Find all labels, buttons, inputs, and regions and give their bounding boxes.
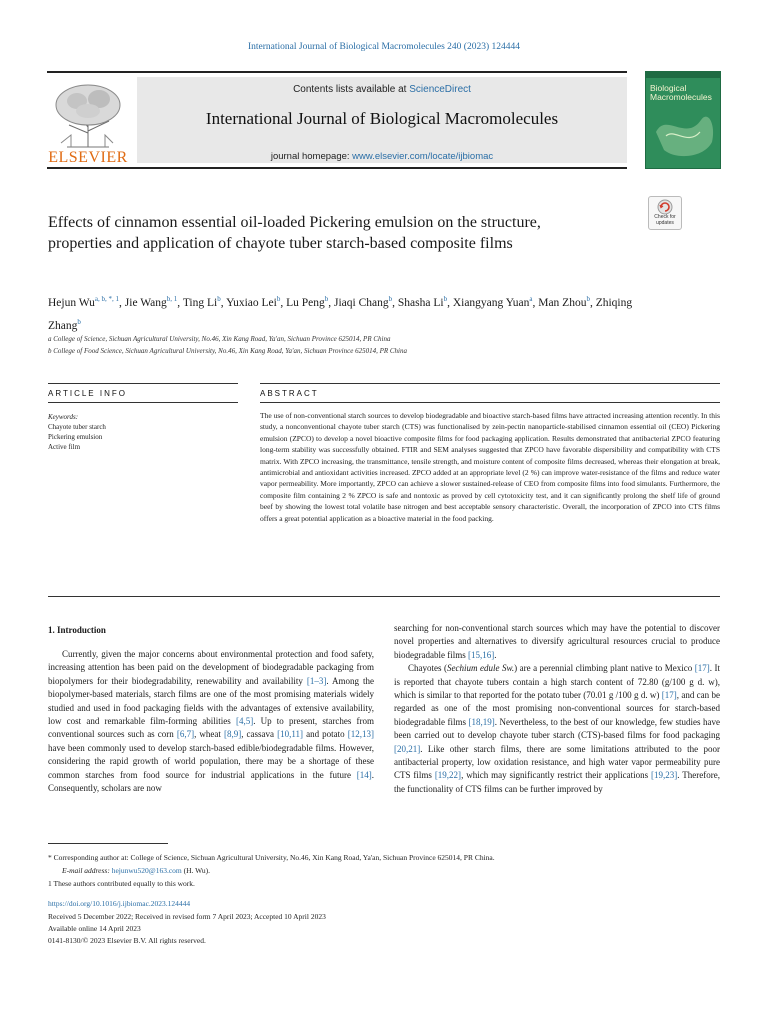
cover-artwork — [646, 72, 721, 169]
author-separator: , — [177, 296, 183, 309]
check-updates-line-1: Check for — [654, 214, 676, 220]
paragraph-text: . Nevertheless, to the best of our knowledge, few studies have been carried out to develop chayote tuber starch (CTS)-based films for food packaging — [394, 716, 720, 741]
author-name[interactable]: Jiaqi Chang — [334, 296, 389, 309]
doi-link[interactable]: https://doi.org/10.1016/j.ijbiomac.2023.124444 — [48, 899, 191, 908]
keyword-item: Chayote tuber starch — [48, 423, 106, 431]
email-link[interactable]: hejunwu520@163.com — [111, 866, 182, 875]
intro-paragraph — [394, 662, 720, 796]
citation-link[interactable]: [19,22] — [434, 770, 462, 781]
affiliation-a: a College of Science, Sichuan Agricultural University, No.46, Xin Kang Road, Ya'an, Sichuan Province 625014, PR China — [48, 335, 391, 343]
keywords-label: Keywords: — [48, 413, 79, 421]
corresponding-author-note: * Corresponding author at: College of Science, Sichuan Agricultural University, No.46, Xin Kang Road, Ya'an, Sichuan Province 625014, PR China. — [48, 853, 495, 862]
paragraph-text: . Therefore, the functionality of CTS films can be further improved by — [394, 770, 721, 794]
running-head[interactable]: International Journal of Biological Macromolecules 240 (2023) 124444 — [247, 42, 520, 52]
intro-column-left — [48, 648, 374, 795]
author-affiliation-marker[interactable]: b — [217, 295, 221, 303]
abstract-end-rule — [48, 596, 720, 597]
citation-link[interactable]: [17] — [661, 690, 677, 701]
keyword-item: Active film — [48, 443, 81, 451]
introduction-heading: 1. Introduction — [48, 625, 106, 635]
author-separator: , — [220, 296, 227, 309]
species-name: Sechium edule Sw. — [447, 663, 515, 674]
author-separator: , — [392, 296, 398, 309]
sciencedirect-link[interactable]: ScienceDirect — [409, 84, 471, 95]
author-separator: , — [447, 296, 453, 309]
citation-link[interactable]: [15,16] — [467, 649, 495, 660]
citation-link[interactable]: [1–3] — [306, 675, 327, 686]
author-affiliation-marker[interactable]: b, 1 — [166, 295, 178, 303]
author-affiliation-marker[interactable]: a, b, *, 1 — [94, 295, 120, 303]
intro-column-right — [394, 622, 720, 796]
paragraph-text: . Like other starch films, there are some limitations attributed to the poor antibacterial property, low oxidation resistance, and high water vapor permeability pure CTS films — [394, 743, 720, 781]
homepage-prefix: journal homepage: — [270, 151, 353, 162]
author-affiliation-marker[interactable]: b — [77, 317, 81, 326]
author-affiliation-marker[interactable]: b — [276, 295, 281, 303]
article-info-subrule — [48, 402, 238, 403]
abstract-subrule — [260, 402, 720, 403]
author-name[interactable]: Hejun Wu — [48, 296, 95, 309]
intro-paragraph — [394, 622, 720, 662]
article-info-heading: ARTICLE INFO — [48, 389, 127, 398]
affiliation-b: b College of Food Science, Sichuan Agricultural University, No.46, Xin Kang Road, Ya'an, Sichuan Province 625014, PR China — [48, 347, 407, 355]
author-name[interactable]: Xiangyang Yuan — [452, 296, 530, 309]
copyright-line: 0141-8130/© 2023 Elsevier B.V. All rights reserved. — [48, 936, 206, 945]
email-label: E-mail address: — [62, 866, 110, 875]
paragraph-text: have been commonly used to develop starch-based edible/biodegradable films. However, considering the rapid growth of world population, there may be a shortage of these common starches from food source for industrial applications in the future — [48, 742, 374, 780]
author-affiliation-marker[interactable]: b — [586, 295, 590, 303]
citation-link[interactable]: [6,7] — [176, 729, 195, 740]
email-suffix: (H. Wu). — [183, 866, 211, 875]
journal-cover-thumbnail[interactable] — [645, 71, 721, 169]
citation-link[interactable]: [19,23] — [651, 770, 678, 781]
equal-contribution-note: 1 These authors contributed equally to this work. — [48, 879, 195, 888]
paragraph-text: , wheat — [194, 729, 224, 740]
contents-prefix: Contents lists available at — [293, 84, 410, 95]
cover-title-line-1: Biological — [650, 83, 687, 93]
check-for-updates-badge[interactable] — [648, 196, 682, 230]
author-name[interactable]: Yuxiao Lei — [226, 296, 277, 309]
masthead-top-rule — [47, 71, 627, 73]
paragraph-text: , and can be regarded as one of the most promising non-conventional sources for starch-based biodegradable films — [394, 690, 720, 727]
author-separator: , — [589, 296, 596, 309]
footnote-rule — [48, 843, 168, 844]
keyword-item: Pickering emulsion — [48, 433, 103, 441]
paragraph-text: ) are a perennial climbing plant native to Mexico — [514, 663, 695, 674]
masthead-panel — [137, 77, 627, 163]
citation-link[interactable]: [20,21] — [394, 743, 421, 754]
citation-link[interactable]: [12,13] — [347, 729, 374, 740]
abstract-heading: ABSTRACT — [260, 389, 319, 398]
author-separator: , — [532, 296, 539, 309]
paragraph-text: . It is reported that chayote tubers contain a high starch content of 72.80 (g/100 g d. w), which is similar to that reported for the potato tuber (70.01 g /100 g d. w) — [394, 663, 721, 701]
journal-masthead — [47, 71, 721, 169]
paragraph-text: . Up to present, starches from conventional sources such as corn — [48, 716, 374, 740]
journal-homepage-link[interactable]: www.elsevier.com/locate/ijbiomac — [352, 151, 494, 162]
citation-link[interactable]: [4,5] — [235, 716, 254, 727]
masthead-bottom-rule — [47, 167, 627, 169]
author-name[interactable]: Lu Peng — [286, 296, 325, 309]
online-date: Available online 14 April 2023 — [48, 924, 141, 933]
received-dates: Received 5 December 2022; Received in revised form 7 April 2023; Accepted 10 April 2023 — [48, 912, 326, 921]
intro-paragraph — [48, 648, 374, 795]
citation-link[interactable]: [10,11] — [277, 729, 304, 740]
check-updates-text — [649, 215, 681, 226]
author-affiliation-marker[interactable]: b — [324, 295, 329, 303]
citation-link[interactable]: [8,9] — [223, 729, 242, 740]
paragraph-text: , which may significantly restrict their applications — [461, 770, 652, 781]
paragraph-text: and potato — [303, 729, 348, 740]
paragraph-text: . Consequently, scholars are now — [48, 769, 374, 794]
author-name[interactable]: Zhiqing Zhang — [48, 296, 633, 332]
author-name[interactable]: Jie Wang — [124, 296, 167, 309]
article-title: Effects of cinnamon essential oil-loaded Pickering emulsion on the structure, properties and application of chayote tuber starch-based composite films — [48, 214, 541, 252]
homepage-line — [137, 151, 627, 162]
paragraph-text: Chayotes ( — [408, 663, 448, 674]
author-name[interactable]: Ting Li — [182, 296, 218, 309]
author-affiliation-marker[interactable]: a — [529, 295, 533, 303]
paragraph-text: Currently, given the major concerns about environmental protection and food safety, increasing attention has been paid on the development of biodegradable packaging from biopolymers for their biodegradability, renewability and availability — [48, 649, 374, 686]
abstract-rule — [260, 383, 720, 384]
citation-link[interactable]: [14] — [356, 769, 372, 780]
abstract-text: The use of non-conventional starch sources to develop biodegradable and bioactive starch-based films have attracted increasing attention recently. In this study, a nonconventional chayote tuber starch (CTS) was functionalised by zein-pectin nanoparticle-stabilised cinnamon essential oil (CEO) Pickering emulsion (ZPCO) to develop a novel bioactive composite films for food packaging application. Results demonstrated that antibacterial ZPCO featuring long-term stability was successfully obtained. FTIR and SEM analyses suggested that ZPCO have favorable dispersibility and compatibility with CTS matrix. With ZPCO increasing, the transmittance, tensile strength, and moisture content of composite films decreased, whereas their elongation at break, antimicrobial and antioxidant activities increased. ZPCO added at an appropriate level (2 %) can improve water-resistance of the films and reduce water vapor permeability. More importantly, ZPCO can achieve a slower sustained-release of CEO from composite films into food simulants. Furthermore, the composite film containing 2 % ZPCO is safe and nontoxic as proved by cell cytotoxicity test, and it can significantly prolong the shelf life of ground beef by showing the lowest total volatile base nitrogen and best acceptable sensory characteristic. Overall, the incorporation of ZPCO into CTS films offers a great potential application as a bioactive material in the food packing. — [260, 411, 720, 523]
author-list — [48, 290, 648, 336]
paragraph-text: , cassava — [241, 729, 278, 740]
author-separator: , — [280, 296, 287, 309]
cover-title-line-2: Macromolecules — [650, 92, 712, 102]
citation-link[interactable]: [18,19] — [468, 716, 495, 727]
citation-link[interactable]: [17] — [694, 663, 710, 674]
author-separator: , — [119, 296, 125, 309]
author-separator: , — [328, 296, 334, 309]
author-name[interactable]: Man Zhou — [538, 296, 587, 309]
check-updates-line-2: updates — [656, 219, 674, 226]
author-affiliation-marker[interactable]: b — [443, 295, 448, 303]
email-note — [62, 866, 742, 875]
journal-title: International Journal of Biological Macromolecules — [205, 109, 559, 128]
contents-line — [137, 84, 627, 95]
paragraph-text: . — [494, 649, 497, 660]
article-info-rule — [48, 383, 238, 384]
author-affiliation-marker[interactable]: b — [388, 295, 393, 303]
paragraph-text: . Among the biopolymer-based materials, starch films are one of the most promising materials widely studied and used in food packaging fields with the advantages of extensive availability, low cost and remarkable film-forming abilities — [48, 675, 374, 727]
publisher-name: ELSEVIER — [48, 149, 128, 166]
author-name[interactable]: Shasha Li — [397, 296, 444, 309]
paragraph-text: searching for non-conventional starch sources which may have the potential to discover novel properties and alternatives to diversify agricultural resources crucial to produce biodegradable films — [394, 623, 720, 660]
